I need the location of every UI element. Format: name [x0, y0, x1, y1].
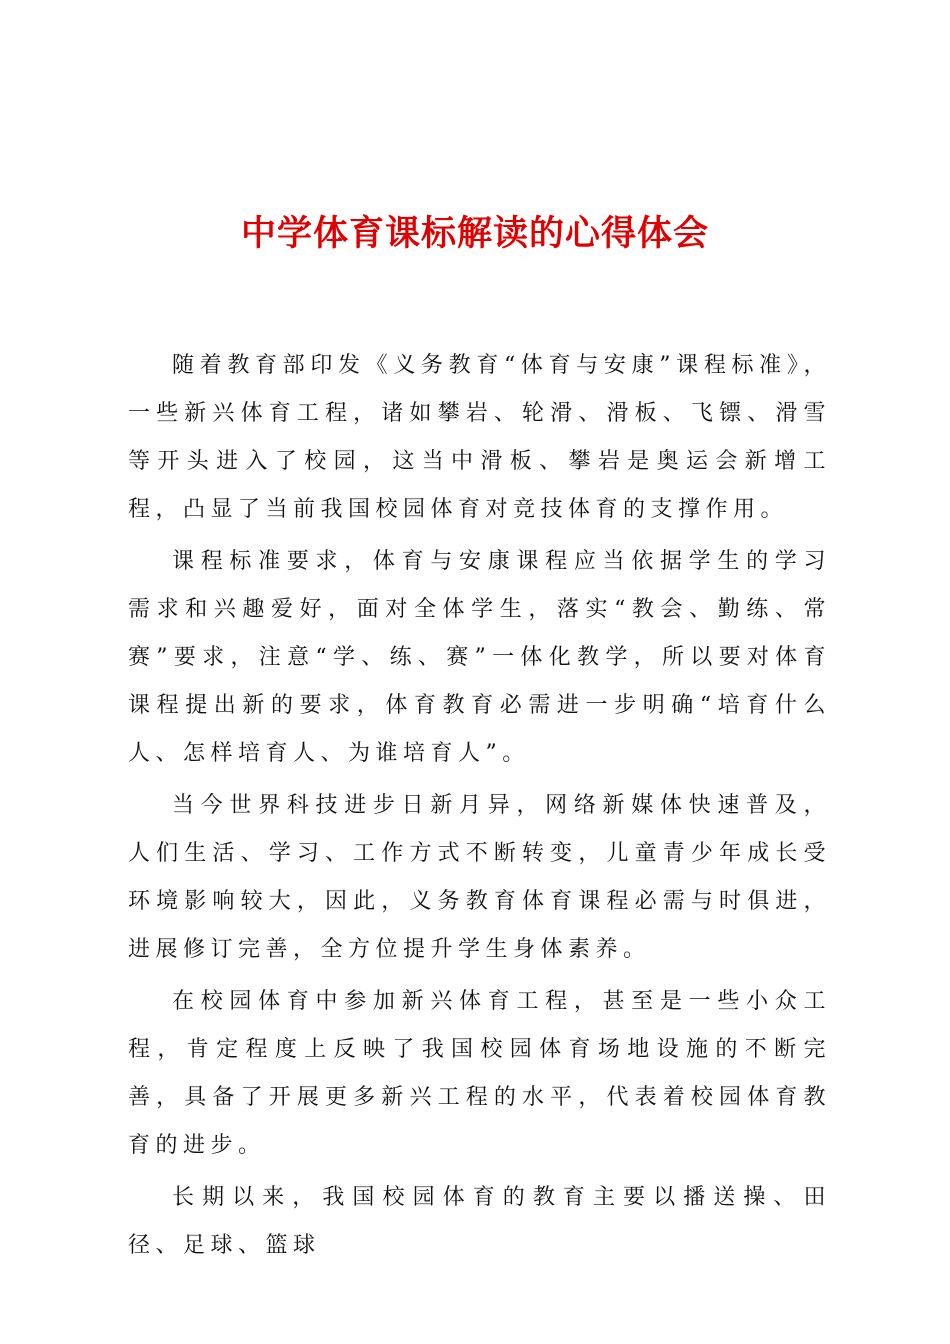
paragraph-1: 随着教育部印发《义务教育“体育与安康”课程标准》，一些新兴体育工程，诸如攀岩、轮滑、滑板、飞镖、滑雪等开头进入了校园，这当中滑板、攀岩是奥运会新增工程，凸显了当前我国校园体育对竞技体育的支撑作用。	[128, 353, 831, 522]
document-body	[128, 342, 831, 1270]
paragraph-3: 当今世界科技进步日新月异，网络新媒体快速普及，人们生活、学习、工作方式不断转变，儿童青少年成长受环境影响较大，因此，义务教育体育课程必需与时俱进，进展修订完善，全方位提升学生身体素养。	[128, 793, 831, 962]
paragraph-2: 课程标准要求，体育与安康课程应当依据学生的学习需求和兴趣爱好，面对全体学生，落实“教会、勤练、常赛”要求，注意“学、练、赛”一体化教学，所以要对体育课程提出新的要求，体育教育必需进一步明确“培育什么人、怎样培育人、为谁培育人”。	[128, 549, 831, 766]
paragraph-5: 长期以来，我国校园体育的教育主要以播送操、田径、足球、篮球	[128, 1185, 831, 1258]
document-title: 中学体育课标解读的心得体会	[240, 213, 709, 254]
paragraph-4: 在校园体育中参加新兴体育工程，甚至是一些小众工程，肯定程度上反映了我国校园体育场地设施的不断完善，具备了开展更多新兴工程的水平，代表着校园体育教育的进步。	[128, 989, 831, 1158]
